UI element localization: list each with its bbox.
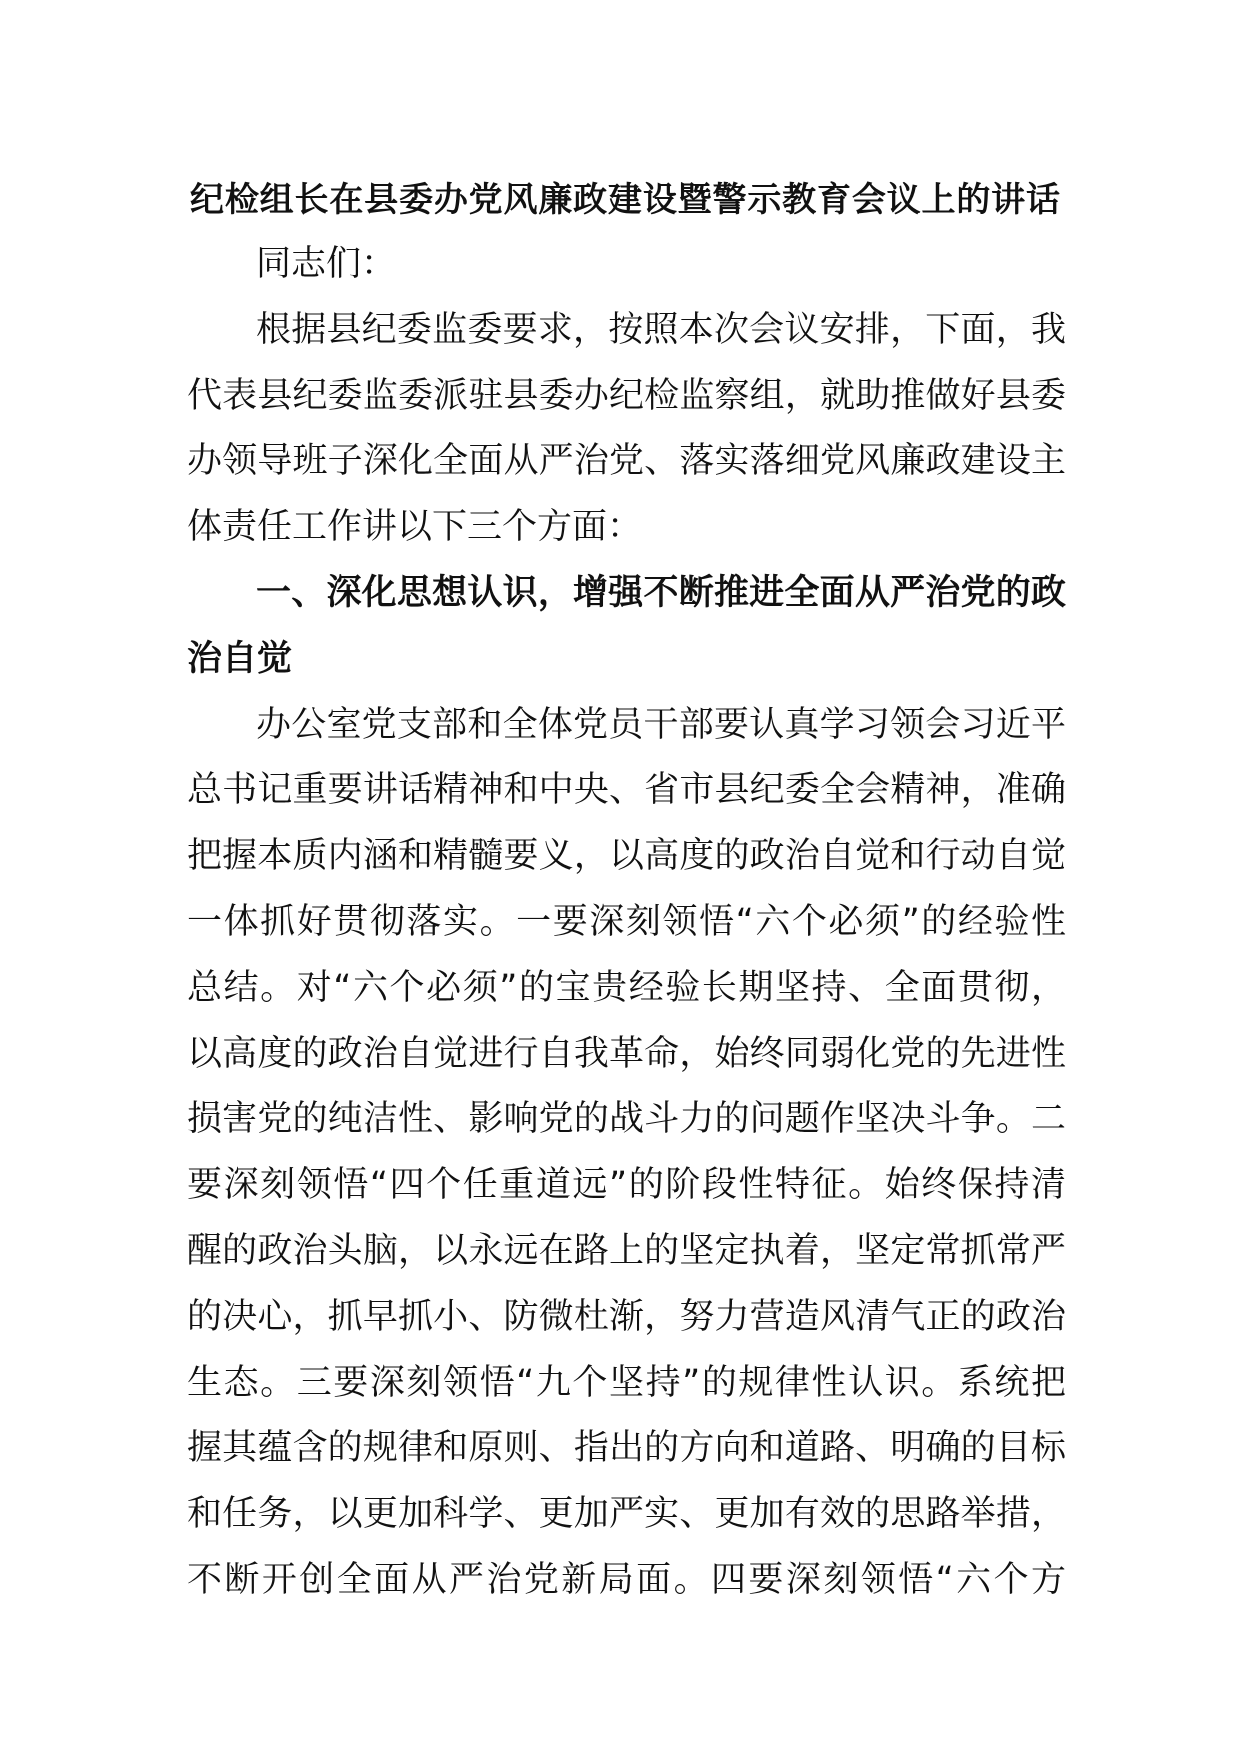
- paragraph-line: 总结。对“六个必须”的宝贵经验长期坚持、全面贯彻，: [187, 967, 1066, 1008]
- document-body: [187, 232, 1066, 1614]
- paragraph-line: 损害党的纯洁性、影响党的战斗力的问题作坚决斗争。二: [187, 1099, 1066, 1140]
- paragraph-line: 的决心，抓早抓小、防微杜渐，努力营造风清气正的政治: [187, 1296, 1066, 1337]
- paragraph-line: 根据县纪委监委要求，按照本次会议安排，下面，我: [256, 309, 1066, 350]
- paragraph-line: 和任务，以更加科学、更加严实、更加有效的思路举措，: [187, 1494, 1066, 1535]
- paragraph-line: 体责任工作讲以下三个方面：: [187, 507, 643, 548]
- heading-line: 治自觉: [187, 638, 293, 679]
- salutation: 同志们：: [256, 244, 397, 284]
- paragraph-line: 办领导班子深化全面从严治党、落实落细党风廉政建设主: [187, 441, 1066, 482]
- paragraph-line: 总书记重要讲话精神和中央、省市县纪委全会精神，准确: [187, 770, 1066, 811]
- paragraph-line: 办公室党支部和全体党员干部要认真学习领会习近平: [256, 704, 1066, 745]
- paragraph-line: 握其蕴含的规律和原则、指出的方向和道路、明确的目标: [187, 1428, 1066, 1469]
- paragraph-line: 生态。三要深刻领悟“九个坚持”的规律性认识。系统把: [187, 1362, 1066, 1403]
- document-title: 纪检组长在县委办党风廉政建设暨警示教育会议上的讲话: [190, 180, 1060, 220]
- paragraph-line: 代表县纪委监委派驻县委办纪检监察组，就助推做好县委: [187, 375, 1066, 416]
- section-heading-1: [187, 561, 1066, 693]
- paragraph-line: 醒的政治头脑，以永远在路上的坚定执着，坚定常抓常严: [187, 1230, 1066, 1271]
- heading-line: 一、深化思想认识，增强不断推进全面从严治党的政: [256, 572, 1066, 613]
- paragraph-line: 把握本质内涵和精髓要义，以高度的政治自觉和行动自觉: [187, 836, 1066, 877]
- intro-paragraph: [187, 298, 1066, 561]
- paragraph-line: 要深刻领悟“四个任重道远”的阶段性特征。始终保持清: [187, 1165, 1066, 1206]
- section-1-paragraph: [187, 693, 1066, 1614]
- paragraph-line: 不断开创全面从严治党新局面。四要深刻领悟“六个方: [187, 1559, 1066, 1600]
- paragraph-line: 一体抓好贯彻落实。一要深刻领悟“六个必须”的经验性: [187, 901, 1066, 942]
- paragraph-line: 以高度的政治自觉进行自我革命，始终同弱化党的先进性: [187, 1033, 1066, 1074]
